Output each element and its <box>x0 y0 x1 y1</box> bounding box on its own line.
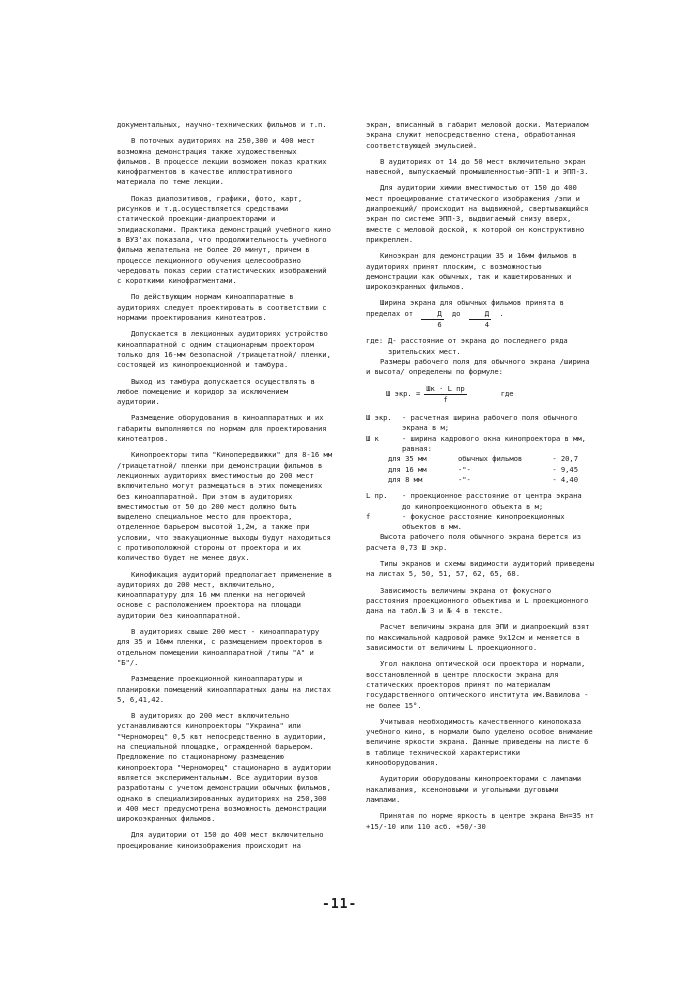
definition-l-pr-value: - проекционное расстояние от центра экрана до кинопроекционного объекта в м; <box>402 491 582 511</box>
formula-numerator: Шк · L пр <box>424 384 467 395</box>
left-paragraph-7: Размещение оборудования в киноаппаратных и их габариты выполняются по нормам для проектирования кинотеатров. <box>117 413 327 444</box>
screen-width-paragraph <box>366 298 594 330</box>
screen-width-mid: до <box>451 308 461 318</box>
definition-f <box>366 512 594 533</box>
right-paragraph-4: Киноэкран для демонстрации 35 и 16мм фильмов в аудиториях принят плоским, с возможностью демонстрации как обычных, так и кашетированных и широкоэкранных фильмов. <box>366 251 577 292</box>
definition-f-key: f <box>366 511 371 521</box>
film-gauge-row <box>388 475 594 485</box>
film-gauge-label: для 35 мм <box>388 454 427 464</box>
right-column <box>366 120 594 838</box>
right-paragraph-8: Типы экранов и схемы видимости аудиторий приведены на листах 5, 50, 51, 57, 62, 65, 68. <box>366 558 594 579</box>
fraction-d-4-denominator: 4 <box>484 320 490 330</box>
right-paragraph-3: Для аудитории химии вместимостью от 150 до 400 мест проецирование статического изображения /эпи и диапроекций/ происходит на выдвижной, свертывающийся экран по системе ЭПП-3, выдвигаемый снизу вверх, вместе с меловой доской, к которой он конструктивно прикреплен. <box>366 183 589 244</box>
definition-l-pr-key: L пр. <box>366 491 388 501</box>
left-paragraph-2: В поточных аудиториях на 250,300 и 400 мест возможна демонстрация также художественных фильмов. В процессе лекции возможен показ кратких кинофрагментов в качестве иллюстративного материала по теме лекции. <box>117 136 327 187</box>
left-paragraph-8: Кинопроекторы типа "Кинопередвижки" для 8-16 мм /триацетатной/ пленки при демонстрации фильмов в лекционных аудиториях вместимостью до 200 мест включительно могут размещаться в этих помещениях без киноаппаратной. При этом в аудиториях вместимостью от 50 до 200 мест должно быть выделено специальное место для проектора, отделенное барьером высотой 1,2м, а также при условии, что эвакуационные выходы будут находиться с противоположной стороны от проектора и их количество будет не менее двух. <box>117 450 333 563</box>
left-paragraph-5: Допускается в лекционных аудиториях устройство киноаппаратной с одним стационарным проектором только для 16-мм безопасной /триацетатной/ пленки, состоящей из кинопроекционной и тамбура. <box>117 329 331 370</box>
where-definition <box>366 336 594 357</box>
left-paragraph-4: По действующим нормам киноаппаратные в аудиториях следует проектировать в соответствии с нормами проектирования кинотеатров. <box>117 292 327 323</box>
film-gauge-label: для 16 мм <box>388 464 427 474</box>
right-paragraph-10: Расчет величины экрана для ЭПИ и диапроекций взят по максимальной кадровой рамке 9х12см и меняется в зависимости от величины L проекционного. <box>366 622 590 653</box>
right-paragraph-7: Высота рабочего поля обычного экрана берется из расчета 0,73 Ш экр. <box>366 532 582 552</box>
definition-sh-ekr-value: - расчетная ширина рабочего поля обычного экрана в м; <box>402 413 578 433</box>
film-gauge-suffix: обычных фильмов <box>458 454 523 464</box>
right-paragraph-12: Учитывая необходимость качественного кинопоказа учебного кино, в нормали было уделено особое внимание величине яркости экрана. Данные приведены на листе 6 в таблице технической характеристики кинооборудования. <box>366 716 593 768</box>
left-paragraph-10: В аудиториях свыше 200 мест - киноаппаратуру для 35 и 16мм пленки, с размещением проекторов в отдельном помещении киноаппаратной /типы "А" и "Б"/. <box>117 627 323 667</box>
left-column <box>117 120 333 857</box>
page-number: -11- <box>322 897 358 912</box>
formula-denominator: f <box>443 394 448 404</box>
film-gauge-suffix: -"- <box>458 474 471 484</box>
formula-where: где <box>500 389 514 399</box>
definition-sh-k <box>366 434 594 455</box>
right-paragraph-11: Угол наклона оптической оси проектора и нормали, восстановленной в центре плоскости экрана для статических проекторов принят по материалам государственного оптического института им.Вавилова - не более 15°. <box>366 659 589 710</box>
where-key: где: <box>366 336 384 346</box>
right-paragraph-13: Аудитории оборудованы кинопроекторами с лампами накаливания, ксеноновыми и угольными дуговыми лампами. <box>366 774 582 804</box>
screen-width-formula <box>386 384 594 406</box>
film-gauge-suffix: -"- <box>458 464 471 474</box>
film-gauge-value: - 9,45 <box>552 464 578 474</box>
right-paragraph-2: В аудиториях от 14 до 50 мест включительно экран навесной, выпускаемый промышленностью-ЭПП-1 и ЭПП-3. <box>366 156 589 177</box>
film-gauge-row <box>388 465 594 475</box>
right-paragraph-1: экран, вписанный в габарит меловой доски. Материалом экрана служит непосредственно стена, обработанная соответствующей эмульсией. <box>366 120 589 150</box>
film-gauge-row <box>388 454 594 464</box>
film-gauge-label: для 8 мм <box>388 474 423 484</box>
where-value: Д- расстояние от экрана до последнего ряда зрительских мест. <box>388 336 568 356</box>
right-paragraph-6: Размеры рабочего поля для обычного экрана /ширина и высота/ определены по формуле: <box>366 356 590 377</box>
definition-f-value: - фокусное расстояние кинопроекционных объектов в мм. <box>402 511 565 532</box>
definition-sh-k-value: - ширина кадрового окна кинопроектора в мм, равная: <box>402 433 586 454</box>
screen-width-end: . <box>499 308 504 318</box>
definition-sh-ekr <box>366 413 594 434</box>
fraction-d-4-numerator: Д <box>469 309 491 320</box>
formula-lhs: Ш экр. = <box>386 389 421 399</box>
left-paragraph-6: Выход из тамбура допускается осуществлять в любое помещение и коридор за исключением аудитории. <box>117 376 315 407</box>
fraction-d-6 <box>421 309 443 331</box>
film-gauge-value: - 20,7 <box>552 454 578 464</box>
left-paragraph-3: Показ диапозитивов, графики, фото, карт, рисунков и т.д.осуществляется средствами статической проекции-диапроекторами и эпидиаскопами. Практика демонстраций учебного кино в ВУЗ'ах показала, что продолжительность учебного фильма желательна не более 20 минут, причем в процессе лекционного обучения целесообразно чередовать показ серии статистических изображений с короткими кинофрагментами. <box>117 193 331 286</box>
right-paragraph-9: Зависимость величины экрана от фокусного расстояния проекционного объектива и L проекционного дана на табл.№ 3 и № 4 в тексте. <box>366 585 589 616</box>
formula-fraction <box>424 384 467 406</box>
fraction-d-6-numerator: Д <box>421 309 443 320</box>
left-paragraph-13: Для аудитории от 150 до 400 мест включительно проецирование киноизображения происходит на <box>117 830 324 850</box>
left-paragraph-9: Кинофикация аудиторий предполагает применение в аудиториях до 200 мест, включительно, киноаппаратуру для 16 мм пленки на негорючей основе с расположением проектора на площади аудитории без киноаппаратной. <box>117 569 333 620</box>
film-gauge-value: - 4,40 <box>552 474 578 484</box>
fraction-d-4 <box>469 309 491 331</box>
right-paragraph-14: Принятая по норме яркость в центре экрана Вн=35 нт +15/-10 или 110 асб. +50/-30 <box>366 811 594 831</box>
left-paragraph-11: Размещение проекционной киноаппаратуры и планировки помещений киноаппаратных даны на листах 5, 6,41,42. <box>117 674 331 704</box>
definition-sh-ekr-key: Ш экр. <box>366 413 392 423</box>
screen-width-text: Ширина экрана для обычных фильмов принята в пределах от <box>366 298 564 318</box>
left-paragraph-12: В аудиториях до 200 мест включительно устанавливаются кинопроекторы "Украина" или "Черноморец" 0,5 квт непосредственно в аудитории, на специальной площадке, огражденной барьером. Предложение по стационарному размещению кинопроектора "Черноморец" стационарно в аудитории является экспериментальным. Все аудитории вузов разработаны с учетом демонстрации обычных фильмов, однако в специализированных аудиториях на 250,300 и 400 мест предусмотрена возможность демонстрации широкоэкранных фильмов. <box>117 711 331 824</box>
fraction-d-6-denominator: 6 <box>437 320 442 330</box>
left-paragraph-1: документальных, научно-технических фильмов и т.п. <box>117 120 327 129</box>
definition-l-pr <box>366 491 594 512</box>
film-gauge-table <box>388 454 594 485</box>
definition-sh-k-key: Ш к <box>366 433 379 443</box>
